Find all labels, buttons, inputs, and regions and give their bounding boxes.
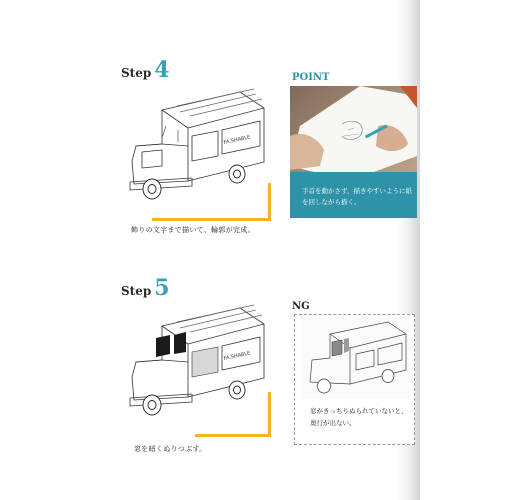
ng-label: NG (292, 301, 310, 312)
step-5-heading (121, 275, 170, 301)
step-5-truck-drawing (122, 302, 267, 433)
truck-outline-sketch (122, 86, 267, 217)
page-edge (420, 0, 520, 500)
step-number: 5 (154, 275, 170, 301)
step-number: 4 (154, 57, 170, 83)
svg-text:FA.SHABLE: FA.SHABLE (223, 134, 251, 146)
truck-shaded-sketch (122, 302, 267, 433)
step-4-heading (121, 57, 170, 83)
step-word: Step (121, 66, 152, 80)
svg-text:FA.SHABLE: FA.SHABLE (223, 350, 251, 362)
accent-bar-bottom (152, 218, 271, 221)
accent-bar-right (268, 183, 271, 221)
point-tip-text: 手首を動かさず、描きやすいように紙を回しながら描く。 (302, 187, 412, 206)
accent-bar-right (268, 392, 271, 437)
ng-truck-sketch (302, 318, 410, 398)
step-4-truck-drawing (122, 86, 267, 217)
accent-bar-bottom (195, 434, 271, 437)
point-label: POINT (292, 72, 330, 83)
step-5-caption: 窓を暗くぬりつぶす。 (134, 445, 207, 453)
step-word: Step (121, 284, 152, 298)
ng-caption: 窓がきっちりぬられていないと、奥行が出ない。 (310, 407, 408, 427)
step-4-caption: 飾りの文字まで描いて、輪郭が完成。 (131, 226, 255, 234)
